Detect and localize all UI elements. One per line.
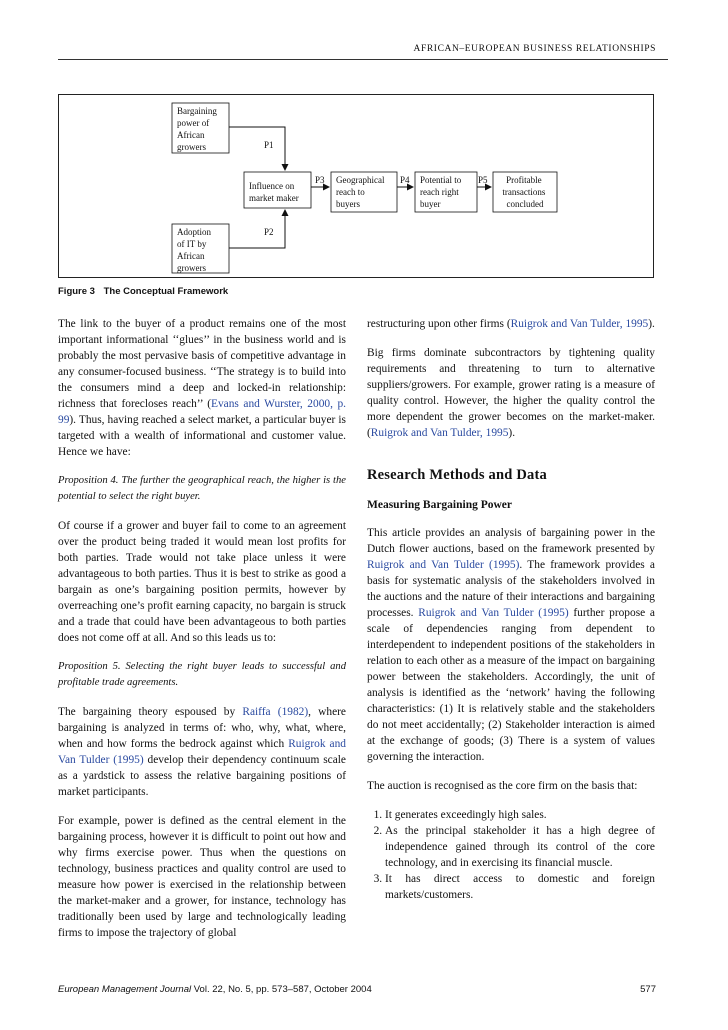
p2-arrow (229, 210, 285, 248)
citation-link[interactable]: Ruigrok and Van Tulder (1995) (418, 607, 569, 619)
proposition-5: Proposition 5. Selecting the right buyer leads to successful and profitable trade agreements. (58, 661, 346, 688)
paragraph: The bargaining theory espoused by Raiffa (1982), where bargaining is analyzed in terms of: who, why, what, where, when and how forms the bedrock against which Ruigrok and Van Tulder (1995) develop their dependency continuum scale as a yardstick to assess the relative bargaining positions of market participants. (58, 706, 346, 798)
page-number: 577 (640, 984, 656, 995)
list-item: 2. As the principal stakeholder it has a high degree of independence gained through its control of the core technology, and in exercising its financial muscle. (385, 823, 655, 871)
figure-caption-title: The Conceptual Framework (103, 286, 229, 297)
label-p5: P5 (478, 175, 488, 185)
label-p4: P4 (400, 175, 410, 185)
paragraph: The link to the buyer of a product remains one of the most important informational ‘‘glues’’ in the business world and is probably the most pervasive basis of competitive advantage in any consumer-focused business. ‘‘The strategy is to build into the consumers mind a deep and locked-in relationship: richness that forecloses reach’’ (Evans and Wurster, 2000, p. 99). Thus, having reached a select market, a particular buyer is targeted with a wealth of informational and customer value. Hence we have: (58, 318, 346, 458)
label-p3: P3 (315, 175, 325, 185)
paragraph: Of course if a grower and buyer fail to come to an agreement over the product being traded it would mean lost profits for both parties. Trade would not take place unless it were advantageous to both parties. Thus it is best to strike as good a bargain as one’s bargaining position permits, however by overreaching one’s profit earning capacity, no bargain is struck and a trade that could have been advantageous to both parties does not come off at all. And so this leads us to: (58, 520, 346, 644)
adoption-box-text: Adoption of IT by African growers (177, 227, 212, 273)
figure-caption-label: Figure 3 (58, 286, 95, 297)
proposition-4: Proposition 4. The further the geographical reach, the higher is the potential to select the right buyer. (58, 475, 346, 502)
list-item: 1. It generates exceedingly high sales. (385, 807, 655, 823)
paragraph: restructuring upon other firms (Ruigrok and Van Tulder, 1995). (367, 318, 655, 330)
citation-link[interactable]: Ruigrok and Van Tulder (1995) (367, 559, 520, 571)
profitable-box-text: Profitable transactions concluded (502, 175, 546, 209)
figure-caption (58, 286, 234, 297)
citation-link[interactable]: Ruigrok and Van Tulder (1995) (58, 738, 346, 766)
paragraph: Big firms dominate subcontractors by tightening quality requirements and threatening to turn to alternative suppliers/growers. For example, grower rating is a measure of quality control. However, the higher the quality control the more dependent the grower becomes on the market-maker. (Ruigrok and Van Tulder, 1995). (367, 347, 655, 439)
p1-arrow (229, 127, 285, 170)
citation-link[interactable]: Evans and Wurster, 2000, p. 99 (58, 398, 346, 426)
figure-frame (58, 94, 654, 278)
paragraph: The auction is recognised as the core firm on the basis that: (367, 780, 638, 792)
right-column (367, 316, 655, 903)
citation-link[interactable]: Ruigrok and Van Tulder, 1995 (370, 427, 509, 439)
running-head: AFRICAN–EUROPEAN BUSINESS RELATIONSHIPS (413, 44, 656, 54)
paragraph: For example, power is defined as the central element in the bargaining process, however it is difficult to point out how and why firms exercise power. Thus when the questions on technology, business practices and quality control are used to measure how power is exercised in the relationship between the market-maker and a grower, for instance, technology has traditionally been used by large and technologically leading firms to impose the trajectory of global (58, 815, 346, 939)
citation-link[interactable]: Raiffa (1982) (242, 706, 309, 718)
section-heading: Research Methods and Data (367, 467, 547, 483)
paragraph: This article provides an analysis of bargaining power in the Dutch flower auctions, based on the framework presented by Ruigrok and Van Tulder (1995). The framework provides a basis for systematic analysis of the stakeholders involved in the auctions and the nature of their interactions and bargaining processes. Ruigrok and Van Tulder (1995) further propose a scale of dependencies ranging from dependent to interdependent to independent positions of the stakeholders in relation to each other as a measure of the impact on bargaining power between the stakeholders. Accordingly, the unit of analysis is identified as the ‘network’ having the following characteristics: (1) It is relatively stable and the stakeholders do not meet accidentally; (2) Stakeholder interaction is aimed at the exchange of goods; (3) There is a system of values governing the interaction. (367, 527, 655, 763)
potential-box-text: Potential to reach right buyer (420, 175, 462, 209)
bargaining-box-text: Bargaining power of African growers (177, 106, 217, 152)
journal-name: European Management Journal (58, 984, 192, 995)
volume-info: Vol. 22, No. 5, pp. 573–587, October 2004 (193, 984, 372, 995)
subsection-heading: Measuring Bargaining Power (367, 499, 513, 511)
conceptual-framework-diagram (59, 95, 653, 277)
label-p2: P2 (264, 227, 274, 237)
list-item: 3. It has direct access to domestic and foreign markets/customers. (385, 871, 655, 903)
left-column (58, 316, 346, 954)
footer (58, 984, 372, 995)
influence-box-text: Influence on market maker (249, 181, 299, 203)
citation-link[interactable]: Ruigrok and Van Tulder, 1995 (510, 318, 649, 330)
header-rule (58, 59, 668, 60)
numbered-list (367, 807, 655, 903)
label-p1: P1 (264, 140, 274, 150)
geographical-box-text: Geographical reach to buyers (336, 175, 385, 209)
